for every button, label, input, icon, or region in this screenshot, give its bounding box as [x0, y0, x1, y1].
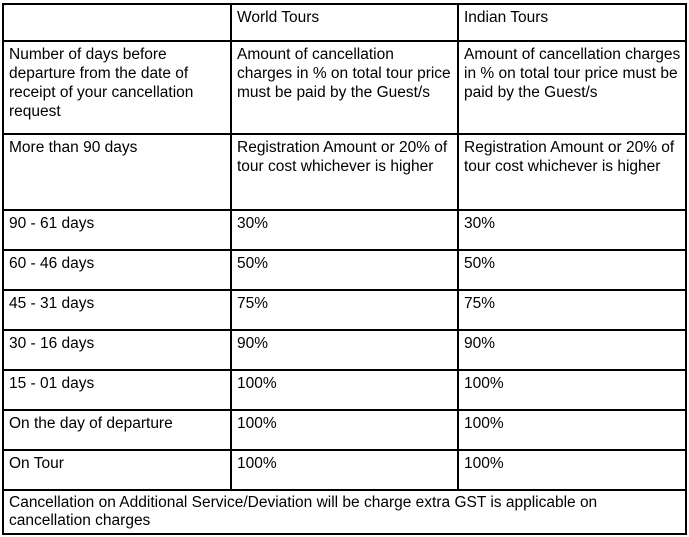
additional-service-note: Cancellation on Additional Service/Deviation will be charge extra GST is applicable on cancellation charges	[3, 490, 686, 534]
indian-charges-description: Amount of cancellation charges in % on total tour price must be paid by the Guest/s	[458, 41, 686, 134]
world-charge: 90%	[231, 330, 458, 370]
row-label: More than 90 days	[3, 134, 231, 210]
world-charge: 30%	[231, 210, 458, 250]
description-row	[3, 41, 686, 134]
row-label: 90 - 61 days	[3, 210, 231, 250]
row-label: 15 - 01 days	[3, 370, 231, 410]
table-row	[3, 250, 686, 290]
indian-charge: 100%	[458, 410, 686, 450]
indian-charge: 100%	[458, 370, 686, 410]
table-row	[3, 290, 686, 330]
table-row	[3, 134, 686, 210]
header-world-tours: World Tours	[231, 4, 458, 41]
row-label: On the day of departure	[3, 410, 231, 450]
days-before-departure-label: Number of days before departure from the date of receipt of your cancellation request	[3, 41, 231, 134]
table-row	[3, 330, 686, 370]
indian-charge: 90%	[458, 330, 686, 370]
world-charge: 100%	[231, 410, 458, 450]
table-row	[3, 210, 686, 250]
cancellation-policy-table	[2, 3, 687, 535]
indian-charge: 75%	[458, 290, 686, 330]
row-label: 45 - 31 days	[3, 290, 231, 330]
header-row	[3, 4, 686, 41]
row-label: On Tour	[3, 450, 231, 490]
world-charge: 75%	[231, 290, 458, 330]
header-blank-cell	[3, 4, 231, 41]
indian-charge: Registration Amount or 20% of tour cost whichever is higher	[458, 134, 686, 210]
world-charge: 100%	[231, 370, 458, 410]
table-row	[3, 450, 686, 490]
indian-charge: 50%	[458, 250, 686, 290]
table-row	[3, 370, 686, 410]
indian-charge: 30%	[458, 210, 686, 250]
footer-row	[3, 490, 686, 534]
world-charges-description: Amount of cancellation charges in % on total tour price must be paid by the Guest/s	[231, 41, 458, 134]
world-charge: Registration Amount or 20% of tour cost whichever is higher	[231, 134, 458, 210]
world-charge: 50%	[231, 250, 458, 290]
table-row	[3, 410, 686, 450]
row-label: 30 - 16 days	[3, 330, 231, 370]
row-label: 60 - 46 days	[3, 250, 231, 290]
header-indian-tours: Indian Tours	[458, 4, 686, 41]
world-charge: 100%	[231, 450, 458, 490]
indian-charge: 100%	[458, 450, 686, 490]
